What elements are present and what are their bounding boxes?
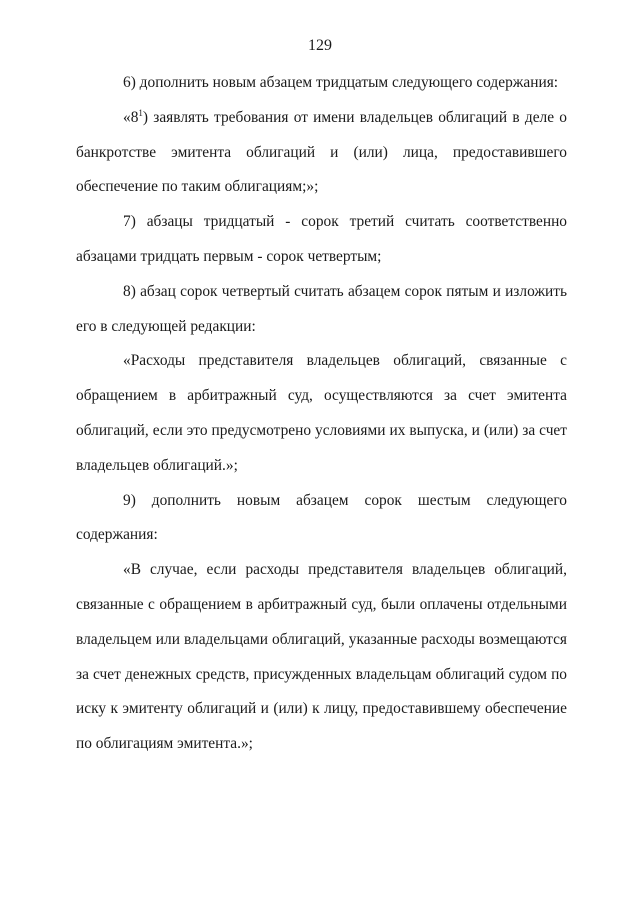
paragraph-item-8: 8) абзац сорок четвертый считать абзацем сорок пятым и изложить его в следующей редакции: — [76, 282, 567, 335]
paragraph-item-8-quote: «Расходы представителя владельцев облигаций, связанные с обращением в арбитражный суд, осуществляются за счет эмитента облигаций, если это предусмотрено условиями их выпуска, и (или) за счет владельцев облигаций.»; — [76, 352, 567, 474]
document-body — [76, 66, 567, 762]
page-number: 129 — [308, 37, 332, 54]
paragraph-item-7: 7) абзацы тридцатый - сорок третий считать соответственно абзацами тридцать первым - сорок четвертым; — [76, 213, 567, 265]
quote-rest-text: ) заявлять требования от имени владельцев облигаций в деле о банкротстве эмитента облигаций и (или) лица, предоставившего обеспечение по таким облигациям;»; — [76, 108, 567, 196]
paragraph-item-6-quote — [76, 101, 567, 205]
quote-open-text: «8 — [123, 108, 139, 126]
paragraph-item-6: 6) дополнить новым абзацем тридцатым следующего содержания: — [123, 74, 559, 91]
paragraph-item-9: 9) дополнить новым абзацем сорок шестым следующего содержания: — [76, 491, 567, 544]
superscript-marker: 1 — [138, 107, 143, 118]
paragraph-item-9-quote: «В случае, если расходы представителя владельцев облигаций, связанные с обращением в арбитражный суд, были оплачены отдельными владельцем или владельцами облигаций, указанные расходы возмещаются за счет денежных средств, присужденных владельцам облигаций судом по иску к эмитенту облигаций и (или) к лицу, предоставившему обеспечение по облигациям эмитента.»; — [76, 561, 567, 753]
